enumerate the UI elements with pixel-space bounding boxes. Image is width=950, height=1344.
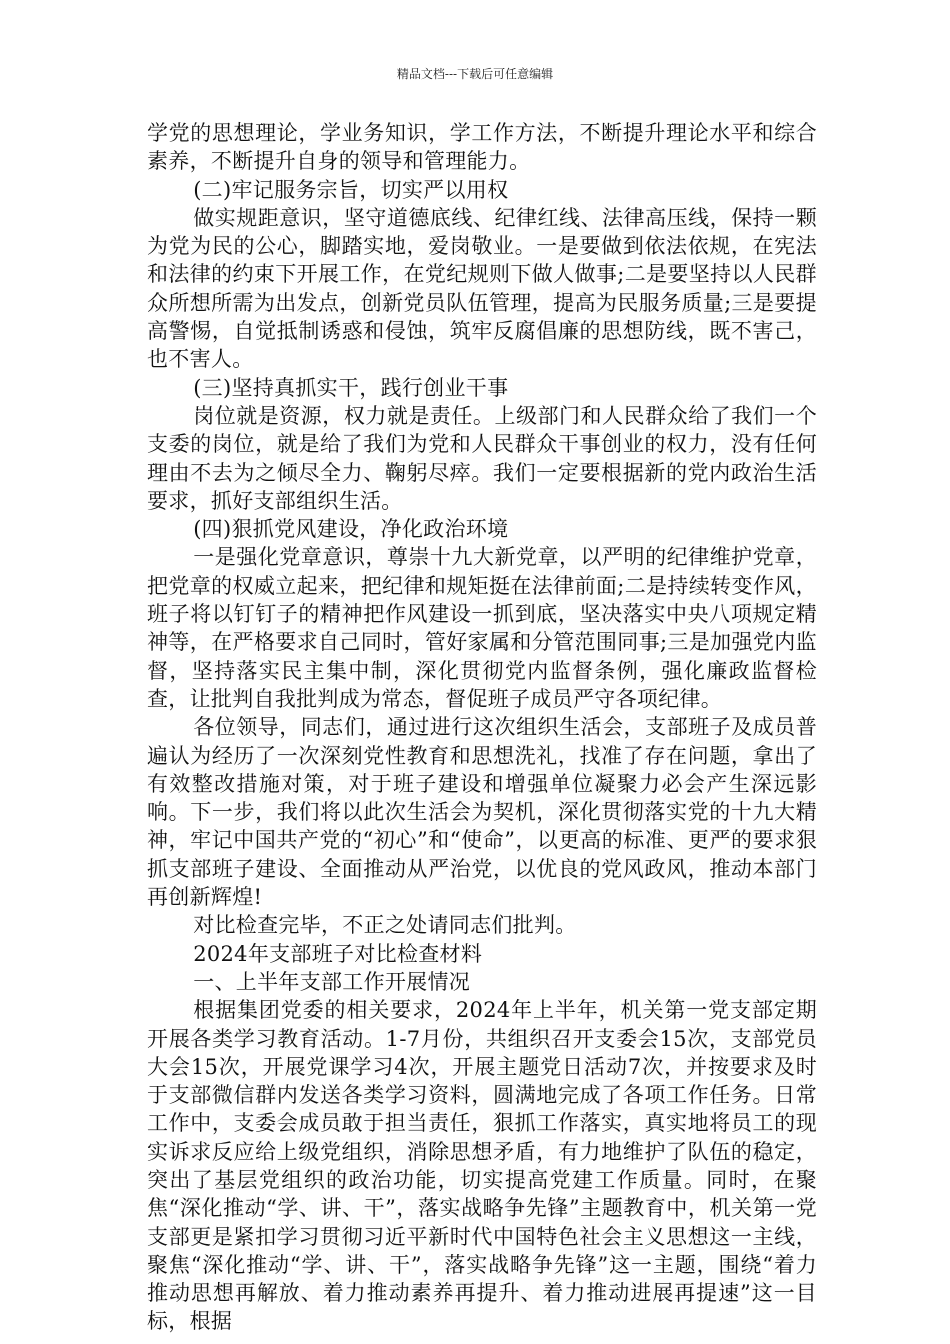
section-heading-2: (二)牢记服务宗旨，切实严以用权 <box>193 177 509 202</box>
document-title: 2024年支部班子对比检查材料 <box>193 941 483 966</box>
paragraph-section-2: 做实规距意识，坚守道德底线、纪律红线、法律高压线，保持一颗为党为民的公心，脚踏实地，爱岗敬业。一是要做到依法依规，在宪法和法律的约束下开展工作，在党纪规则下做人做事;二是要坚持以人民群众所想所需为出发点，创新党员队伍管理，提高为民服务质量;三是要提高警惕，自觉抵制诱惑和侵蚀，筑牢反腐倡廉的思想防线，既不害己，也不害人。 <box>147 205 817 372</box>
paragraph-section-3: 岗位就是资源，权力就是责任。上级部门和人民群众给了我们一个支委的岗位，就是给了我们为党和人民群众干事创业的权力，没有任何理由不去为之倾尽全力、鞠躬尽瘁。我们一定要根据新的党内政治生活要求，抓好支部组织生活。 <box>147 403 817 513</box>
paragraph-continuation: 学党的思想理论，学业务知识，学工作方法，不断提升理论水平和综合素养，不断提升自身的领导和管理能力。 <box>147 121 817 174</box>
paragraph-section-4: 一是强化党章意识，尊崇十九大新党章，以严明的纪律维护党章，把党章的权威立起来，把纪律和规矩挺在法律前面;二是持续转变作风，班子将以钉钉子的精神把作风建设一抓到底，坚决落实中央八项规定精神等，在严格要求自己同时，管好家属和分管范围同事;三是加强党内监督，坚持落实民主集中制，深化贯彻党内监督条例，强化廉政监督检查，让批判自我批判成为常态，督促班子成员严守各项纪律。 <box>147 545 817 711</box>
section-heading-part-1: 一、上半年支部工作开展情况 <box>193 969 471 994</box>
paragraph-closing: 各位领导，同志们，通过进行这次组织生活会，支部班子及成员普遍认为经历了一次深刻党性教育和思想洗礼，找准了存在问题，拿出了有效整改措施对策，对于班子建设和增强单位凝聚力必会产生深远影响。下一步，我们将以此次生活会为契机，深化贯彻落实党的十九大精神，牢记中国共产党的“初心”和“使命”，以更高的标准、更严的要求狠抓支部班子建设、全面推动从严治党，以优良的党风政风，推动本部门再创新辉煌! <box>147 715 817 910</box>
paragraph-part-1: 根据集团党委的相关要求，2024年上半年，机关第一党支部定期开展各类学习教育活动。1-7月份，共组织召开支委会15次，支部党员大会15次，开展党课学习4次，开展主题党日活动7次，并按要求及时于支部微信群内发送各类学习资料，圆满地完成了各项工作任务。日常工作中，支委会成员敢于担当责任，狠抓工作落实，真实地将员工的现实诉求反应给上级党组织，消除思想矛盾，有力地维护了队伍的稳定，突出了基层党组织的政治功能，切实提高党建工作质量。同时，在聚焦“深化推动“学、讲、干”，落实战略争先锋”主题教育中，机关第一党支部更是紧扣学习贯彻习近平新时代中国特色社会主义思想这一主线，聚焦“深化推动“学、讲、干”，落实战略争先锋”这一主题，围绕“着力推动思想再解放、着力推动素养再提升、着力推动进展再提速”这一目标，根据 <box>147 998 817 1334</box>
paragraph-conclusion: 对比检查完毕，不正之处请同志们批判。 <box>193 913 577 938</box>
page-header: 精品文档---下载后可任意编辑 <box>396 67 554 81</box>
section-heading-4: (四)狠抓党风建设，净化政治环境 <box>193 517 509 542</box>
document-body <box>147 119 817 1336</box>
section-heading-3: (三)坚持真抓实干，践行创业干事 <box>193 375 509 400</box>
